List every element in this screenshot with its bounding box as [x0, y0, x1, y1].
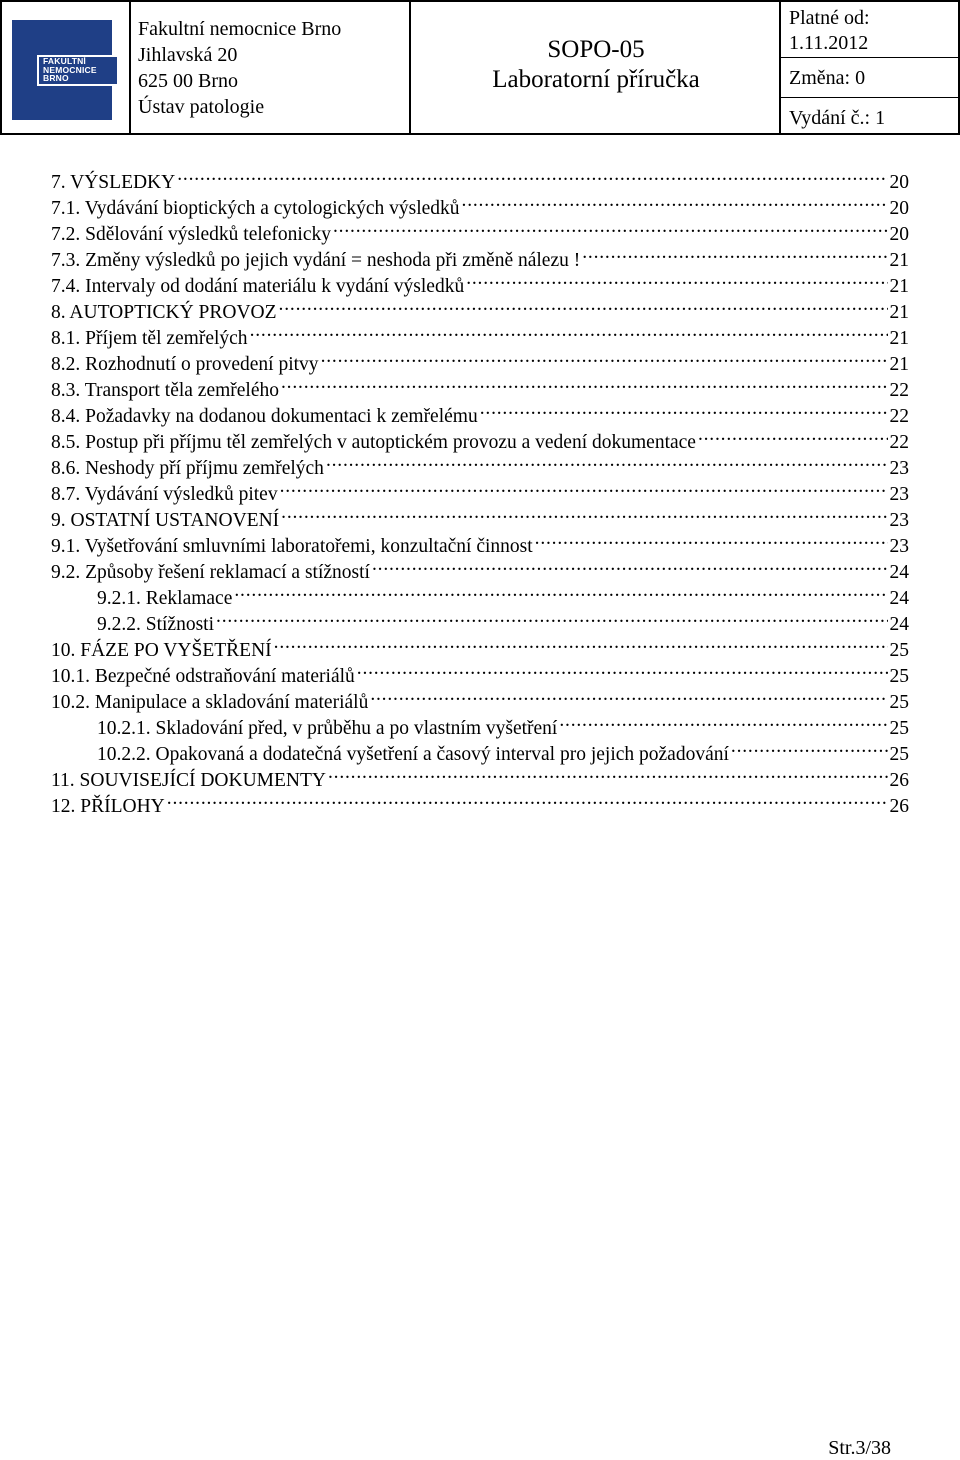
toc-entry[interactable]	[51, 786, 909, 817]
valid-from-date: 1.11.2012	[789, 32, 869, 54]
toc-entry-label: 10. FÁZE PO VYŠETŘENÍ	[51, 640, 272, 661]
toc-entry-label: 8.2. Rozhodnutí o provedení pitvy	[51, 354, 319, 375]
toc-entry-page: 26	[889, 796, 909, 817]
toc-entry-label: 8.1. Příjem těl zemřelých	[51, 328, 248, 349]
hospital-logo	[12, 20, 117, 120]
toc-leader-dots	[234, 578, 887, 604]
toc-entry[interactable]	[51, 344, 909, 375]
toc-entry-page: 22	[889, 380, 909, 401]
toc-entry[interactable]	[51, 318, 909, 349]
toc-entry-page: 21	[889, 276, 909, 297]
toc-entry-page: 25	[889, 640, 909, 661]
toc-entry-label: 7.3. Změny výsledků po jejich vydání = neshoda při změně nálezu !	[51, 250, 581, 271]
toc-leader-dots	[480, 396, 888, 422]
valid-from-label: Platné od:	[789, 7, 870, 29]
document-code: SOPO-05	[547, 36, 645, 63]
document-title: Laboratorní příručka	[492, 66, 700, 93]
toc-leader-dots	[274, 630, 888, 656]
toc-leader-dots	[177, 162, 887, 188]
toc-entry[interactable]	[51, 630, 909, 661]
toc-entry-label: 10.2.2. Opakovaná a dodatečná vyšetření a časový interval pro jejich požadování	[97, 744, 729, 765]
toc-entry[interactable]	[51, 214, 909, 245]
toc-entry-page: 23	[889, 510, 909, 531]
toc-entry-label: 10.2. Manipulace a skladování materiálů	[51, 692, 369, 713]
toc-leader-dots	[370, 682, 887, 708]
toc-entry-label: 8.6. Neshody pří příjmu zemřelých	[51, 458, 324, 479]
toc-leader-dots	[280, 474, 888, 500]
change-number: Změna: 0	[781, 58, 958, 98]
toc-entry[interactable]	[51, 734, 909, 765]
toc-entry-page: 22	[889, 406, 909, 427]
toc-entry-page: 25	[889, 718, 909, 739]
toc-entry-label: 7.4. Intervaly od dodání materiálu k vydání výsledků	[51, 276, 465, 297]
toc-entry-label: 10.2.1. Skladování před, v průběhu a po vlastním vyšetření	[97, 718, 558, 739]
title-cell	[409, 0, 779, 135]
toc-entry[interactable]	[51, 266, 909, 297]
toc-entry[interactable]	[51, 240, 909, 271]
toc-entry-label: 9. OSTATNÍ USTANOVENÍ	[51, 510, 280, 531]
toc-entry-page: 26	[889, 770, 909, 791]
meta-cell	[779, 0, 960, 135]
toc-leader-dots	[698, 422, 888, 448]
toc-entry-label: 8.3. Transport těla zemřelého	[51, 380, 279, 401]
toc-leader-dots	[333, 214, 888, 240]
address-line: 625 00 Brno	[138, 70, 238, 92]
toc-entry[interactable]	[51, 708, 909, 739]
toc-leader-dots	[279, 292, 888, 318]
toc-entry-label: 11. SOUVISEJÍCÍ DOKUMENTY	[51, 770, 326, 791]
edition-number: Vydání č.: 1	[789, 107, 886, 129]
address-cell	[129, 0, 409, 135]
toc-entry-page: 25	[889, 666, 909, 687]
toc-leader-dots	[559, 708, 887, 734]
toc-entry-page: 23	[889, 536, 909, 557]
toc-entry-page: 24	[889, 562, 909, 583]
toc-entry-label: 8. AUTOPTICKÝ PROVOZ	[51, 302, 277, 323]
toc-entry-page: 20	[889, 198, 909, 219]
toc-entry-page: 24	[889, 614, 909, 635]
address-line: Fakultní nemocnice Brno	[138, 18, 342, 40]
address-line: Ústav patologie	[138, 96, 265, 118]
toc-entry-label: 8.5. Postup při příjmu těl zemřelých v autoptickém provozu a vedení dokumentace	[51, 432, 696, 453]
toc-entry[interactable]	[51, 474, 909, 505]
toc-leader-dots	[462, 188, 888, 214]
toc-entry-label: 7.1. Vydávání bioptických a cytologických výsledků	[51, 198, 460, 219]
toc-entry[interactable]	[51, 578, 909, 609]
toc-entry[interactable]	[51, 526, 909, 557]
toc-entry-label: 8.7. Vydávání výsledků pitev	[51, 484, 278, 505]
toc-leader-dots	[466, 266, 887, 292]
toc-entry-label: 9.2.1. Reklamace	[97, 588, 233, 609]
page-number: Str.3/38	[828, 1437, 891, 1459]
toc-leader-dots	[328, 760, 888, 786]
toc-entry-page: 21	[889, 302, 909, 323]
toc-leader-dots	[281, 370, 888, 396]
toc-entry-page: 23	[889, 484, 909, 505]
toc-entry-page: 21	[889, 250, 909, 271]
toc-entry[interactable]	[51, 760, 909, 791]
toc-entry[interactable]	[51, 188, 909, 219]
toc-leader-dots	[167, 786, 888, 812]
toc-entry[interactable]	[51, 422, 909, 453]
toc-leader-dots	[535, 526, 888, 552]
toc-leader-dots	[582, 240, 887, 266]
toc-entry-label: 9.2.2. Stížnosti	[97, 614, 215, 635]
toc-entry[interactable]	[51, 396, 909, 427]
toc-entry[interactable]	[51, 604, 909, 635]
toc-entry-page: 23	[889, 458, 909, 479]
toc-leader-dots	[250, 318, 888, 344]
toc-entry-page: 20	[889, 224, 909, 245]
toc-entry[interactable]	[51, 292, 909, 323]
toc-entry-page: 24	[889, 588, 909, 609]
toc-leader-dots	[372, 552, 888, 578]
toc-entry[interactable]	[51, 500, 909, 531]
toc-entry-page: 25	[889, 692, 909, 713]
toc-leader-dots	[216, 604, 887, 630]
toc-entry-label: 8.4. Požadavky na dodanou dokumentaci k zemřelému	[51, 406, 478, 427]
toc-entry[interactable]	[51, 656, 909, 687]
toc-leader-dots	[326, 448, 888, 474]
toc-entry-page: 21	[889, 354, 909, 375]
toc-entry-page: 21	[889, 328, 909, 349]
document-header	[0, 0, 960, 137]
toc-entry[interactable]	[51, 448, 909, 479]
toc-entry[interactable]	[51, 552, 909, 583]
toc-entry-page: 20	[889, 172, 909, 193]
address-line: Jihlavská 20	[138, 44, 238, 66]
toc-leader-dots	[321, 344, 888, 370]
toc-entry[interactable]	[51, 162, 909, 193]
table-of-contents	[51, 162, 909, 817]
logo-cell	[0, 0, 129, 135]
toc-entry-label: 7.2. Sdělování výsledků telefonicky	[51, 224, 331, 245]
toc-entry[interactable]	[51, 682, 909, 713]
toc-entry-page: 25	[889, 744, 909, 765]
toc-entry[interactable]	[51, 370, 909, 401]
toc-entry-label: 7. VÝSLEDKY	[51, 172, 176, 193]
toc-entry-label: 12. PŘÍLOHY	[51, 796, 165, 817]
toc-entry-label: 9.2. Způsoby řešení reklamací a stížností	[51, 562, 370, 583]
toc-entry-page: 22	[889, 432, 909, 453]
toc-leader-dots	[357, 656, 888, 682]
toc-entry-label: 9.1. Vyšetřování smluvními laboratořemi, konzultační činnost	[51, 536, 533, 557]
valid-from	[781, 2, 958, 58]
toc-leader-dots	[731, 734, 888, 760]
toc-entry-label: 10.1. Bezpečné odstraňování materiálů	[51, 666, 355, 687]
logo-text: FAKULTNÍ NEMOCNICE BRNO	[43, 56, 97, 83]
toc-leader-dots	[281, 500, 887, 526]
